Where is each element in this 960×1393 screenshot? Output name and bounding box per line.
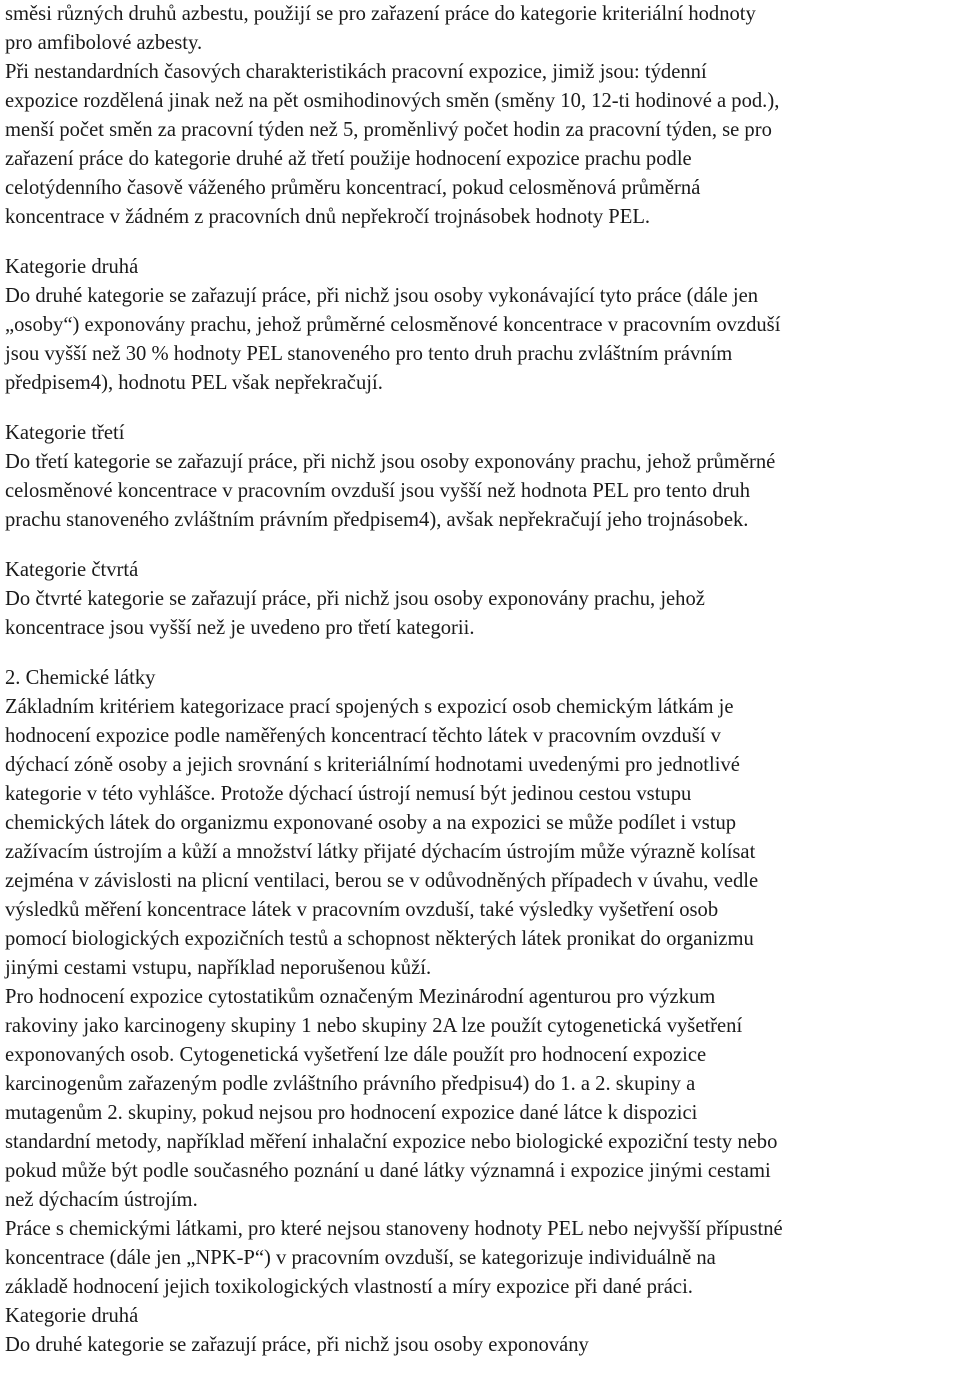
- text-line: koncentrace (dále jen „NPK-P“) v pracovním ovzduší, se kategorizuje individuálně na: [5, 1247, 716, 1269]
- text-line: Pro hodnocení expozice cytostatikům označeným Mezinárodní agenturou pro výzkum: [5, 986, 716, 1008]
- text-line: Do druhé kategorie se zařazují práce, při nichž jsou osoby exponovány: [5, 1334, 589, 1356]
- text-line: menší počet směn za pracovní týden než 5, proměnlivý počet hodin za pracovní týden, se pro: [5, 119, 772, 141]
- text-line: Základním kritériem kategorizace prací spojených s expozicí osob chemickým látkám je: [5, 696, 734, 718]
- text-line: jsou vyšší než 30 % hodnoty PEL stanoveného pro tento druh prachu zvláštním právním: [5, 343, 733, 365]
- text-line: kategorie v této vyhlášce. Protože dýchací ústrojí nemusí být jedinou cestou vstupu: [5, 783, 692, 805]
- text-line: prachu stanoveného zvláštním právním předpisem4), avšak nepřekračují jeho trojnásobek.: [5, 509, 749, 531]
- text-line: Do druhé kategorie se zařazují práce, při nichž jsou osoby vykonávající tyto práce (dále jen: [5, 285, 759, 307]
- section-heading: Kategorie druhá: [5, 1305, 139, 1327]
- text-line: chemických látek do organizmu exponované osoby a na expozici se může podílet i vstup: [5, 812, 737, 834]
- text-line: Práce s chemickými látkami, pro které nejsou stanoveny hodnoty PEL nebo nejvyšší přípustné: [5, 1218, 783, 1240]
- text-line: dýchací zóně osoby a jejich srovnání s kriteriálnímí hodnotami uvedenými pro jednotlivé: [5, 754, 740, 776]
- intro-paragraph: [5, 0, 960, 232]
- text-line: Do čtvrté kategorie se zařazují práce, při nichž jsou osoby exponovány prachu, jehož: [5, 588, 705, 610]
- text-line: „osoby“) exponovány prachu, jehož průměrné celosměnové koncentrace v pracovním ovzduší: [5, 314, 781, 336]
- category-four-section: [5, 556, 960, 643]
- text-line: jinými cestami vstupu, například neporušenou kůží.: [5, 957, 432, 979]
- section-heading: 2. Chemické látky: [5, 667, 156, 689]
- paragraph-gap: [5, 232, 960, 253]
- text-line: celotýdenního časově váženého průměru koncentrací, pokud celosměnová průměrná: [5, 177, 701, 199]
- text-line: standardní metody, například měření inhalační expozice nebo biologické expoziční testy nebo: [5, 1131, 778, 1153]
- text-line: koncentrace v žádném z pracovních dnů nepřekročí trojnásobek hodnoty PEL.: [5, 206, 651, 228]
- section-heading: Kategorie čtvrtá: [5, 559, 139, 581]
- text-line: exponovaných osob. Cytogenetická vyšetření lze dále použít pro hodnocení expozice: [5, 1044, 707, 1066]
- text-line: rakoviny jako karcinogeny skupiny 1 nebo skupiny 2A lze použít cytogenetická vyšetření: [5, 1015, 743, 1037]
- text-line: směsi různých druhů azbestu, použijí se pro zařazení práce do kategorie kriteriální hodnoty: [5, 3, 756, 25]
- section-heading: Kategorie třetí: [5, 422, 125, 444]
- text-line: expozice rozdělená jinak než na pět osmihodinových směn (směny 10, 12-ti hodinové a pod.),: [5, 90, 780, 112]
- text-line: výsledků měření koncentrace látek v pracovním ovzduší, také výsledky vyšetření osob: [5, 899, 719, 921]
- section-heading: Kategorie druhá: [5, 256, 139, 278]
- text-line: pomocí biologických expozičních testů a schopnost některých látek pronikat do organizmu: [5, 928, 754, 950]
- text-line: předpisem4), hodnotu PEL však nepřekračují.: [5, 372, 383, 394]
- text-line: pokud může být podle současného poznání u dané látky významná i expozice jinými cestami: [5, 1160, 771, 1182]
- text-line: koncentrace jsou vyšší než je uvedeno pro třetí kategorii.: [5, 617, 475, 639]
- text-line: karcinogenům zařazeným podle zvláštního právního předpisu4) do 1. a 2. skupiny a: [5, 1073, 696, 1095]
- text-line: zejména v závislosti na plicní ventilaci, berou se v odůvodněných případech v úvahu, vedle: [5, 870, 759, 892]
- text-line: než dýchacím ústrojím.: [5, 1189, 198, 1211]
- text-line: pro amfibolové azbesty.: [5, 32, 203, 54]
- text-line: Při nestandardních časových charakteristikách pracovní expozice, jimiž jsou: týdenní: [5, 61, 707, 83]
- category-two-section: [5, 253, 960, 398]
- category-three-section: [5, 419, 960, 535]
- chemicals-section: [5, 664, 960, 1360]
- text-line: zažívacím ústrojím a kůží a množství látky přijaté dýchacím ústrojím může výrazně kolísat: [5, 841, 756, 863]
- paragraph-gap: [5, 535, 960, 556]
- text-line: mutagenům 2. skupiny, pokud nejsou pro hodnocení expozice dané látce k dispozici: [5, 1102, 698, 1124]
- text-line: Do třetí kategorie se zařazují práce, při nichž jsou osoby exponovány prachu, jehož průměrné: [5, 451, 776, 473]
- text-line: základě hodnocení jejich toxikologických vlastností a míry expozice při dané práci.: [5, 1276, 693, 1298]
- paragraph-gap: [5, 643, 960, 664]
- text-line: zařazení práce do kategorie druhé až třetí použije hodnocení expozice prachu podle: [5, 148, 692, 170]
- paragraph-gap: [5, 398, 960, 419]
- text-line: celosměnové koncentrace v pracovním ovzduší jsou vyšší než hodnota PEL pro tento druh: [5, 480, 751, 502]
- text-line: hodnocení expozice podle naměřených koncentrací těchto látek v pracovním ovzduší v: [5, 725, 721, 747]
